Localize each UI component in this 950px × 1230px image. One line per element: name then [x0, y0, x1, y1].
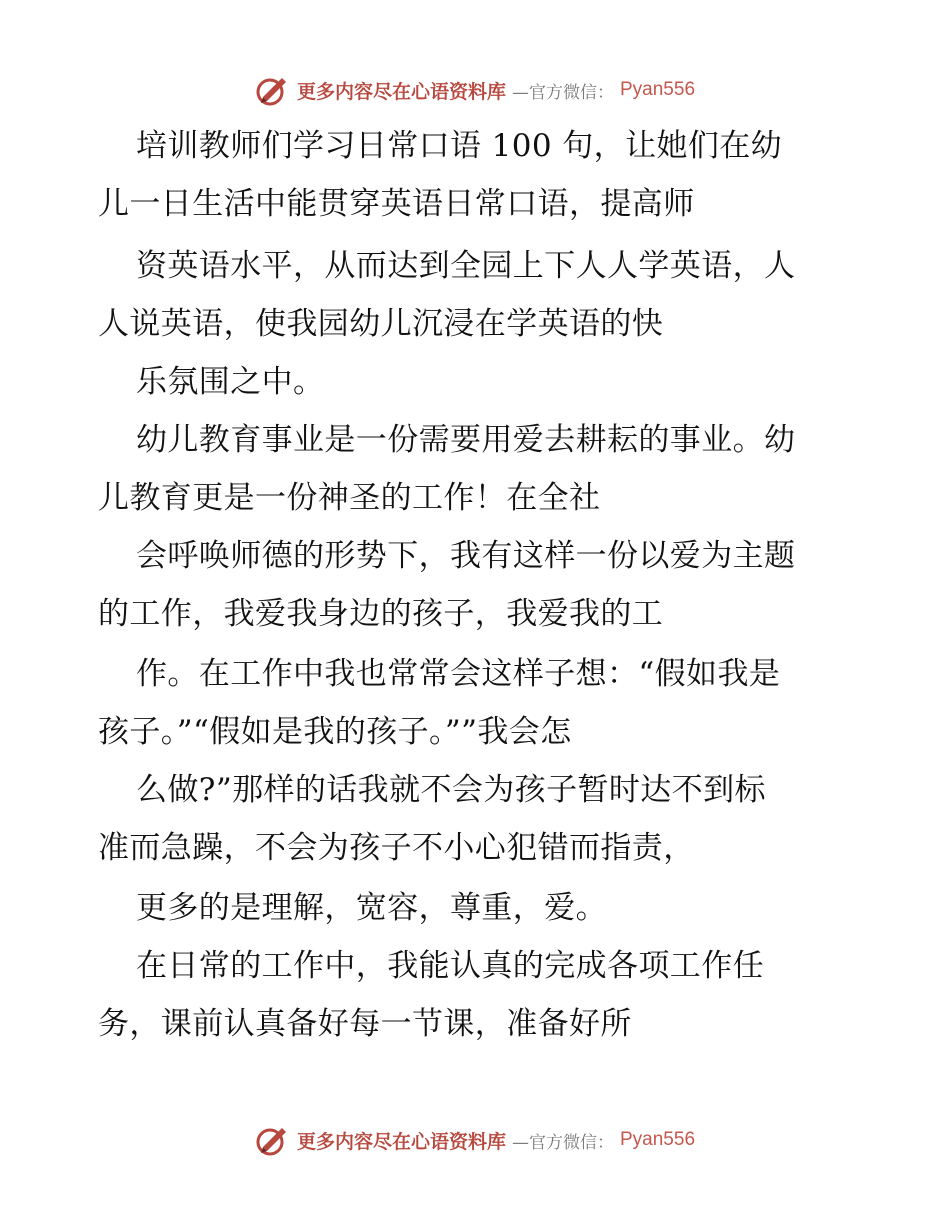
text-line: 培训教师们学习日常口语 100 句，让她们在幼	[136, 128, 783, 164]
footer-banner	[0, 1120, 950, 1160]
footer-banner-wechat-id: Pyan556	[620, 1129, 696, 1150]
text-line: 资英语水平，从而达到全园上下人人学英语，人	[136, 248, 796, 284]
text-line: 作。在工作中我也常常会这样子想：“假如我是	[136, 656, 781, 692]
text-line: 准而急躁，不会为孩子不小心犯错而指责，	[98, 830, 695, 866]
header-banner-title: 更多内容尽在心语资料库	[296, 80, 506, 103]
text-line: 乐氛围之中。	[136, 364, 325, 400]
footer-banner-title: 更多内容尽在心语资料库	[296, 1130, 506, 1153]
text-line: 的工作，我爱我身边的孩子，我爱我的工	[98, 596, 664, 632]
text-line: 更多的是理解，宽容，尊重，爱。	[136, 890, 607, 926]
text-line: 会呼唤师德的形势下，我有这样一份以爱为主题	[136, 538, 796, 574]
pen-logo-icon	[255, 1123, 291, 1157]
text-line: 么做?”那样的话我就不会为孩子暂时达不到标	[136, 772, 766, 808]
text-line: 儿一日生活中能贯穿英语日常口语，提高师	[98, 186, 695, 222]
footer-banner-wechat-label: —官方微信：	[512, 1132, 614, 1153]
header-banner	[0, 70, 950, 110]
header-banner-wechat-id: Pyan556	[620, 79, 696, 100]
header-banner-wechat-label: —官方微信：	[512, 82, 614, 103]
text-line: 幼儿教育事业是一份需要用爱去耕耘的事业。幼	[136, 422, 796, 458]
text-line: 儿教育更是一份神圣的工作！在全社	[98, 480, 601, 516]
text-line: 孩子。”“假如是我的孩子。””我会怎	[98, 714, 572, 750]
pen-logo-icon	[255, 73, 291, 107]
text-line: 在日常的工作中，我能认真的完成各项工作任	[136, 948, 764, 984]
text-line: 务，课前认真备好每一节课，准备好所	[98, 1006, 632, 1042]
text-line: 人说英语，使我园幼儿沉浸在学英语的快	[98, 306, 664, 342]
